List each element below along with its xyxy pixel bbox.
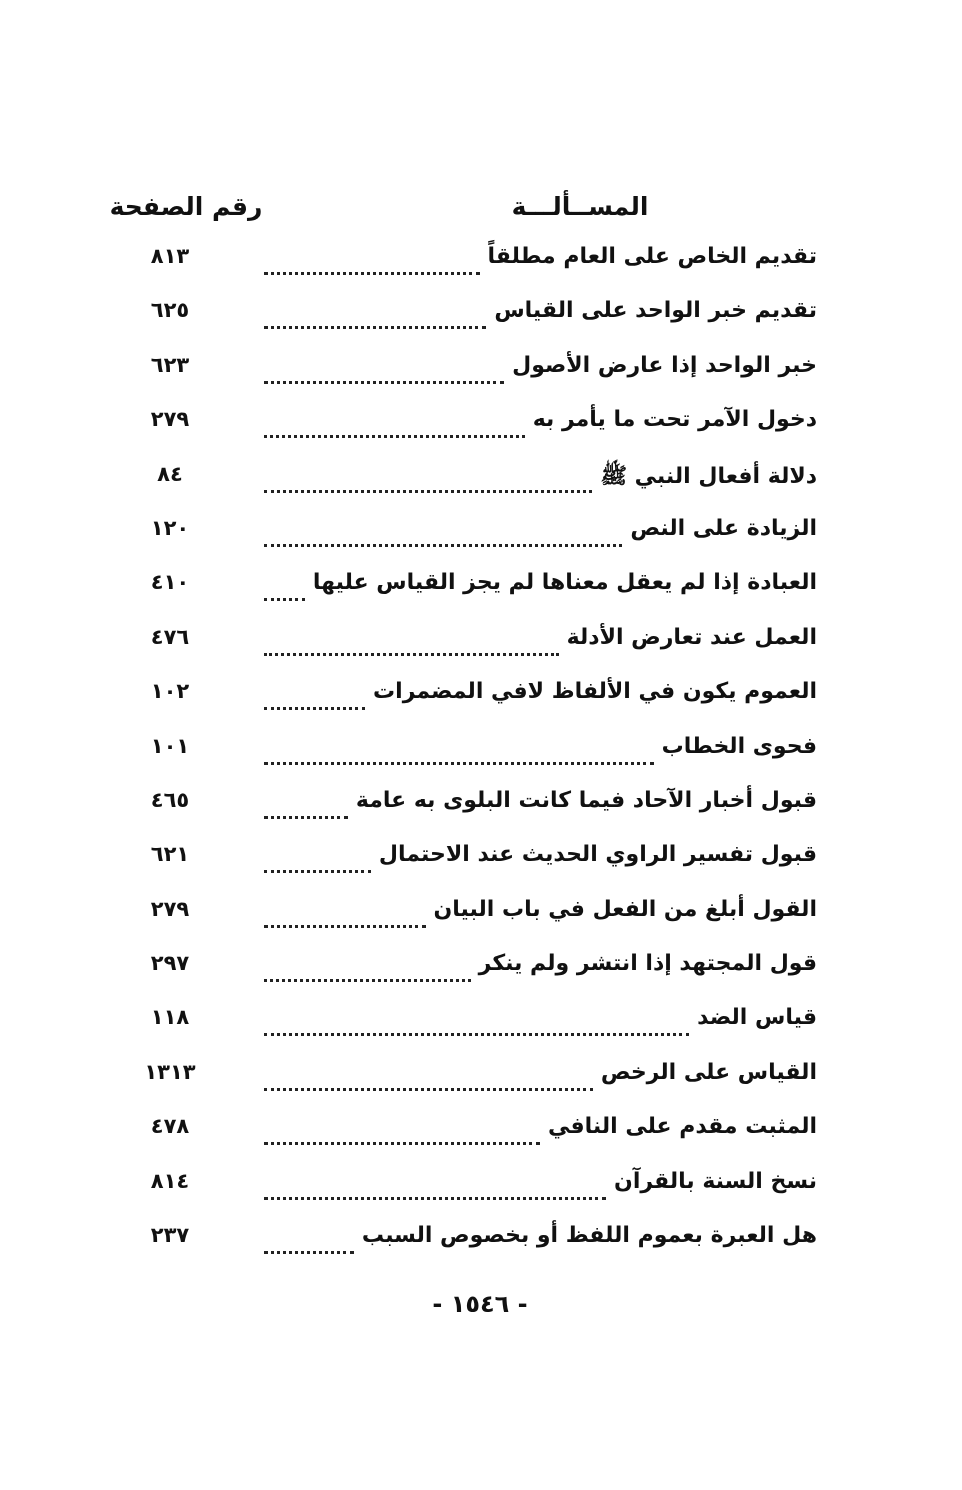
entry-title: تقديم خبر الواحد على القياس xyxy=(494,298,817,324)
index-entry-row xyxy=(0,999,962,1053)
entry-title: العبادة إذا لم يعقل معناها لم يجز القياس عليها xyxy=(312,570,817,596)
index-entry-row xyxy=(0,401,962,455)
index-entry-row xyxy=(0,782,962,836)
index-entry-row xyxy=(0,1163,962,1217)
index-entry-row xyxy=(0,510,962,564)
entry-title-with-leader xyxy=(264,516,817,556)
entry-title-with-leader xyxy=(264,679,817,719)
entry-page-number: ١٠٢ xyxy=(150,679,190,704)
entry-page-number: ٨٤ xyxy=(157,461,183,486)
index-entry-row xyxy=(0,728,962,782)
entry-page-number: ٨١٤ xyxy=(150,1168,190,1193)
dot-leader xyxy=(264,380,504,384)
index-entry-row xyxy=(0,619,962,673)
dot-leader xyxy=(264,706,365,710)
index-entry-row xyxy=(0,1108,962,1162)
dot-leader xyxy=(264,1250,354,1254)
entry-title: العمل عند تعارض الأدلة xyxy=(566,624,817,650)
entry-title: دخول الآمر تحت ما يأمر به xyxy=(532,407,817,433)
dot-leader xyxy=(264,597,305,601)
entry-title-with-leader xyxy=(264,298,817,338)
entry-page-number: ٦٢٥ xyxy=(150,298,190,323)
entry-title: قبول تفسير الراوي الحديث عند الاحتمال xyxy=(378,842,817,868)
index-entry-row xyxy=(0,1217,962,1271)
dot-leader xyxy=(264,489,592,493)
entry-title: قياس الضد xyxy=(697,1005,817,1031)
entry-title-with-leader xyxy=(264,244,817,284)
column-header-page-number: رقم الصفحة xyxy=(109,192,263,221)
entry-title: دلالة أفعال النبي ﷺ xyxy=(600,463,817,489)
entry-page-number: ٢٩٧ xyxy=(150,951,190,976)
dot-leader xyxy=(264,1032,689,1036)
entry-title-with-leader xyxy=(264,625,817,665)
entry-title: فحوى الخطاب xyxy=(661,733,817,759)
entry-title-with-leader xyxy=(264,788,817,828)
dot-leader xyxy=(264,271,480,275)
entry-title: القول أبلغ من الفعل في باب البيان xyxy=(433,896,817,922)
dot-leader xyxy=(264,924,426,928)
index-entry-row xyxy=(0,564,962,618)
dot-leader xyxy=(264,543,622,547)
dot-leader xyxy=(264,978,471,982)
dot-leader xyxy=(264,325,486,329)
entry-title-with-leader xyxy=(264,897,817,937)
entry-title: المثبت مقدم على النافي xyxy=(547,1114,817,1140)
index-entry-row xyxy=(0,836,962,890)
entry-title: قبول أخبار الآحاد فيما كانت البلوى به عامة xyxy=(355,787,817,813)
index-entry-row xyxy=(0,673,962,727)
index-entry-row xyxy=(0,347,962,401)
entry-title-with-leader xyxy=(264,407,817,447)
entry-title: الزيادة على النص xyxy=(630,515,817,541)
entry-title-with-leader xyxy=(264,1060,817,1100)
index-entry-row xyxy=(0,292,962,346)
entry-title: تقديم الخاص على العام مطلقاً xyxy=(487,244,817,269)
dot-leader xyxy=(264,815,348,819)
dot-leader xyxy=(264,761,654,765)
entry-page-number: ١١٨ xyxy=(150,1005,190,1030)
entry-page-number: ١٢٠ xyxy=(150,515,190,540)
entry-title: خبر الواحد إذا عارض الأصول xyxy=(512,352,817,378)
entry-page-number: ١٠١ xyxy=(150,733,190,758)
entry-title: العموم يكون في الألفاظ لافي المضمرات xyxy=(373,679,817,705)
entry-page-number: ٤٧٨ xyxy=(150,1114,190,1139)
index-entries-list xyxy=(0,238,962,1271)
dot-leader xyxy=(264,1087,593,1091)
dot-leader xyxy=(264,869,371,873)
index-entry-row xyxy=(0,456,962,510)
entry-title: نسخ السنة بالقرآن xyxy=(614,1168,817,1194)
entry-title-with-leader xyxy=(264,1169,817,1209)
index-entry-row xyxy=(0,238,962,292)
column-header-issue: المســألـــة xyxy=(511,192,649,221)
entry-page-number: ٤١٠ xyxy=(150,570,190,595)
entry-title-with-leader xyxy=(264,842,817,882)
entry-page-number: ٦٢٣ xyxy=(150,352,190,377)
entry-title-with-leader xyxy=(264,1005,817,1045)
entry-page-number: ٢٣٧ xyxy=(150,1223,190,1248)
entry-title-with-leader xyxy=(264,1114,817,1154)
dot-leader xyxy=(264,434,525,438)
entry-title: القياس على الرخص xyxy=(600,1059,817,1085)
dot-leader xyxy=(264,1141,540,1145)
entry-title-with-leader xyxy=(264,570,817,610)
entry-page-number: ٨١٣ xyxy=(150,244,190,268)
entry-title: قول المجتهد إذا انتشر ولم ينكر xyxy=(478,951,817,977)
entry-page-number: ١٣١٣ xyxy=(144,1059,196,1084)
entry-title-with-leader xyxy=(264,734,817,774)
entry-title-with-leader xyxy=(264,951,817,991)
entry-title: هل العبرة بعموم اللفظ أو بخصوص السبب xyxy=(361,1223,817,1249)
dot-leader xyxy=(264,1196,606,1200)
entry-title-with-leader xyxy=(264,1223,817,1263)
entry-page-number: ٤٦٥ xyxy=(150,787,190,812)
entry-title-with-leader xyxy=(264,462,817,502)
entry-page-number: ٦٢١ xyxy=(150,842,190,867)
index-entry-row xyxy=(0,945,962,999)
entry-page-number: ٢٧٩ xyxy=(150,896,190,921)
entry-page-number: ٢٧٩ xyxy=(150,407,190,432)
dot-leader xyxy=(264,652,559,656)
entry-page-number: ٤٧٦ xyxy=(150,624,190,649)
index-entry-row xyxy=(0,891,962,945)
entry-title-with-leader xyxy=(264,353,817,393)
page-footer-number: - ١٥٤٦ - xyxy=(432,1290,528,1318)
index-entry-row xyxy=(0,1054,962,1108)
